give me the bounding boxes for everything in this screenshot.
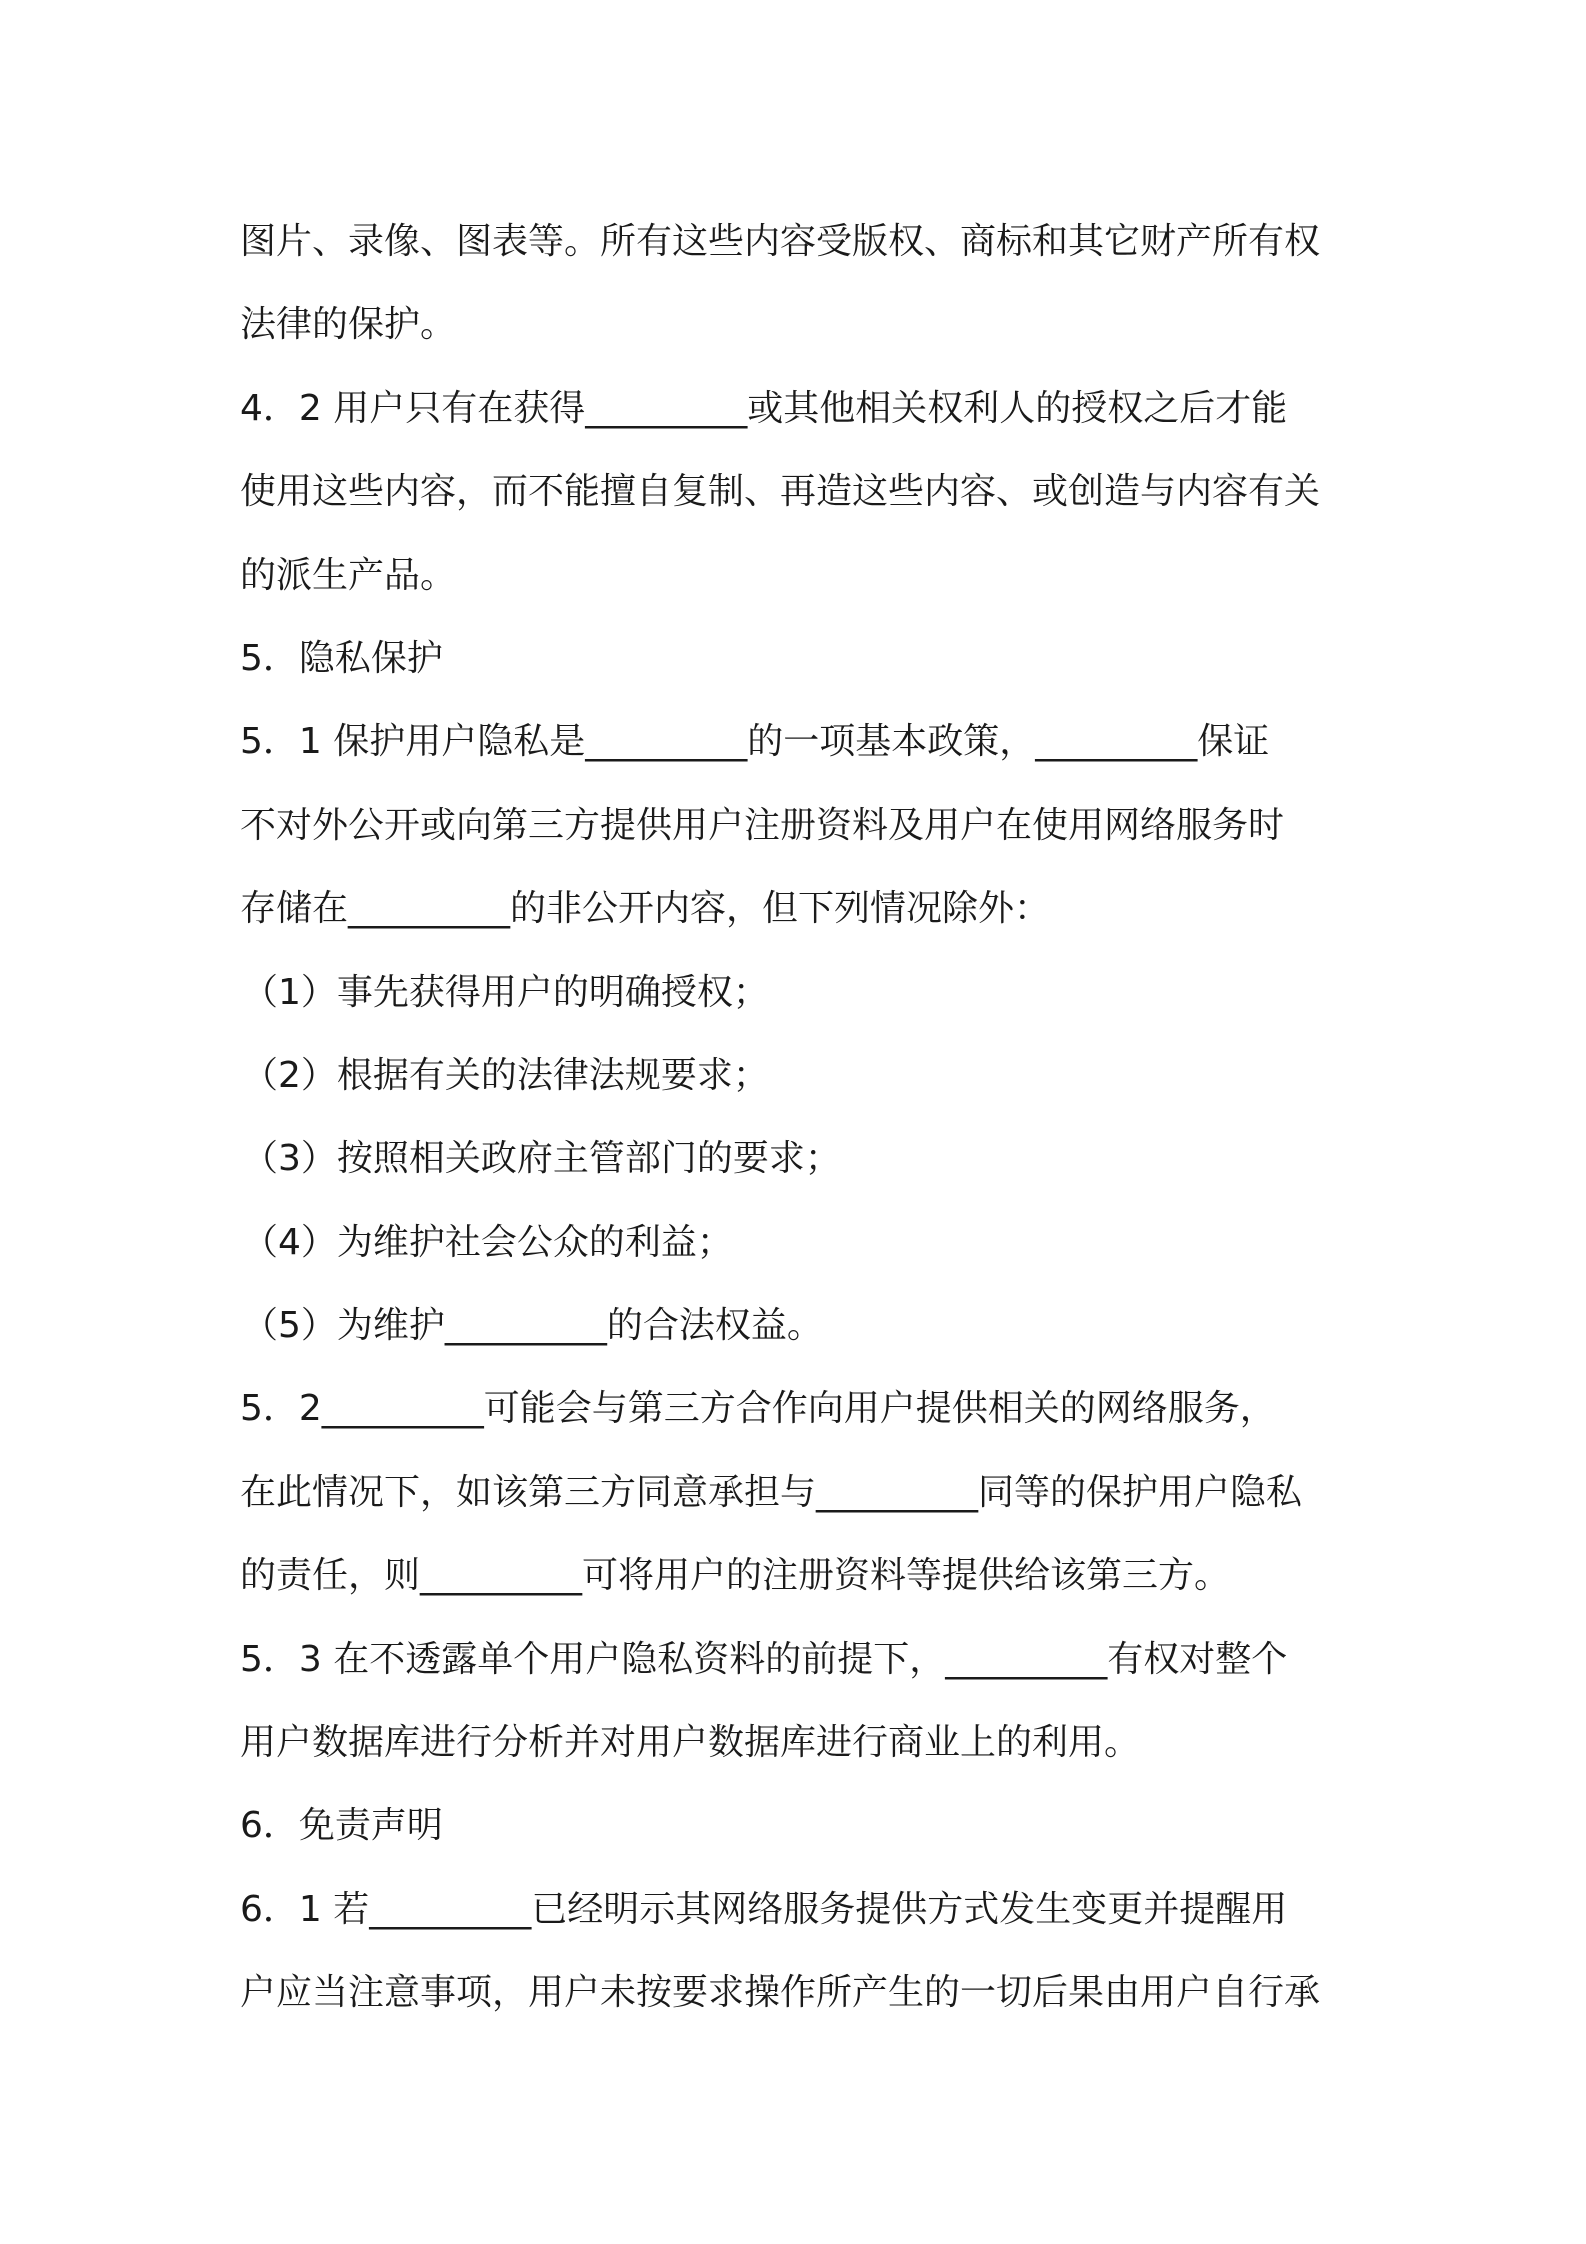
text-line: 户应当注意事项，用户未按要求操作所产生的一切后果由用户自行承 — [240, 1972, 1321, 2014]
text-line: 存储在_________的非公开内容，但下列情况除外： — [240, 888, 1051, 930]
section-heading: 6．免责声明 — [240, 1805, 443, 1847]
text-line: 6．1 若_________已经明示其网络服务提供方式发生变更并提醒用 — [240, 1888, 1288, 1930]
text-line: 5．2_________可能会与第三方合作向用户提供相关的网络服务， — [240, 1388, 1276, 1430]
text-line: 的派生产品。 — [240, 554, 457, 596]
section-heading: 5．隐私保护 — [240, 637, 443, 679]
list-item: （4）为维护社会公众的利益； — [242, 1221, 733, 1263]
text-line: 法律的保护。 — [240, 304, 457, 346]
list-item: （1）事先获得用户的明确授权； — [242, 971, 769, 1013]
text-line: 5．3 在不透露单个用户隐私资料的前提下，_________有权对整个 — [240, 1638, 1288, 1680]
text-line: 图片、录像、图表等。所有这些内容受版权、商标和其它财产所有权 — [240, 221, 1321, 262]
text-line: 4．2 用户只有在获得_________或其他相关权利人的授权之后才能 — [240, 387, 1288, 429]
text-line: 用户数据库进行分析并对用户数据库进行商业上的利用。 — [240, 1722, 1141, 1764]
list-item: （3）按照相关政府主管部门的要求； — [242, 1138, 841, 1180]
text-line: 在此情况下，如该第三方同意承担与_________同等的保护用户隐私 — [240, 1471, 1303, 1513]
text-line: 使用这些内容，而不能擅自复制、再造这些内容、或创造与内容有关 — [240, 471, 1321, 513]
list-item: （5）为维护_________的合法权益。 — [242, 1305, 823, 1347]
text-line: 不对外公开或向第三方提供用户注册资料及用户在使用网络服务时 — [240, 804, 1285, 846]
document-body — [240, 200, 1360, 2035]
text-line: 的责任，则_________可将用户的注册资料等提供给该第三方。 — [240, 1555, 1231, 1597]
text-line: 5．1 保护用户隐私是_________的一项基本政策，_________保证 — [240, 721, 1270, 763]
list-item: （2）根据有关的法律法规要求； — [242, 1054, 769, 1096]
